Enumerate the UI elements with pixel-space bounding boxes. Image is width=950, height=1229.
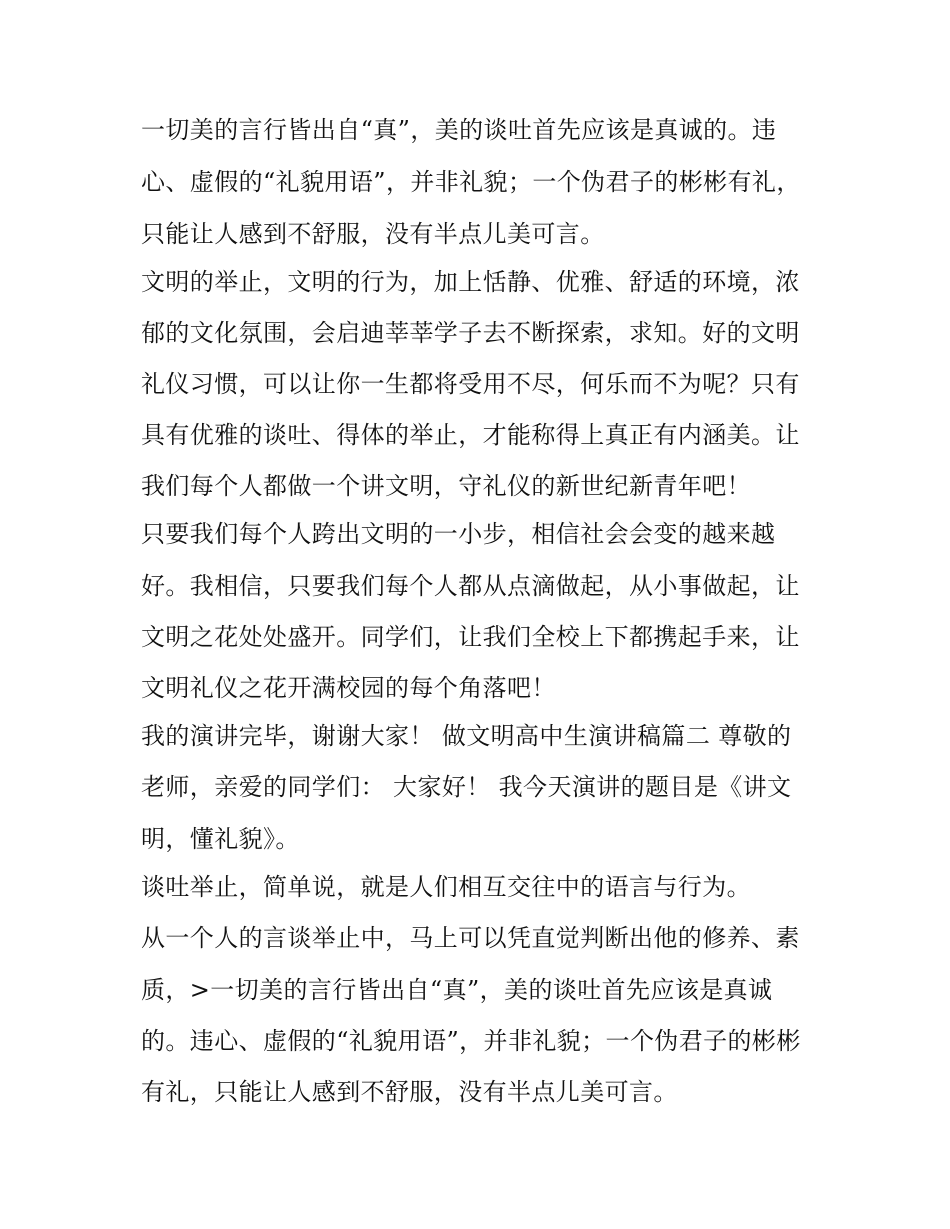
text-line: 只要我们每个人跨出文明的一小步，相信社会会变的越来越 <box>141 520 776 548</box>
text-line: 质，>一切美的言行皆出自“真”，美的谈吐首先应该是真诚 <box>141 976 773 1004</box>
text-line: 文明之花处处盛开。同学们，让我们全校上下都携起手来，让 <box>141 623 800 651</box>
text-line: 心、虚假的“礼貌用语”，并非礼貌；一个伪君子的彬彬有礼， <box>141 168 801 196</box>
text-line: 文明礼仪之花开满校园的每个角落吧！ <box>141 674 556 702</box>
text-line: 从一个人的言谈举止中，马上可以凭直觉判断出他的修养、素 <box>141 924 800 952</box>
text-line: 谈吐举止，简单说，就是人们相互交往中的语言与行为。 <box>141 873 751 901</box>
text-line: 只能让人感到不舒服，没有半点儿美可言。 <box>141 220 605 248</box>
text-line: 的。违心、虚假的“礼貌用语”，并非礼貌；一个伪君子的彬彬 <box>141 1027 801 1055</box>
text-line: 我们每个人都做一个讲文明，守礼仪的新世纪新青年吧！ <box>141 472 751 500</box>
text-line: 礼仪习惯，可以让你一生都将受用不尽，何乐而不为呢？只有 <box>141 370 800 398</box>
text-line: 具有优雅的谈吐、得体的举止，才能称得上真正有内涵美。让 <box>141 421 800 449</box>
text-line: 有礼，只能让人感到不舒服，没有半点儿美可言。 <box>141 1078 678 1106</box>
text-line: 文明的举止，文明的行为，加上恬静、优雅、舒适的环境，浓 <box>141 268 800 296</box>
text-line: 老师，亲爱的同学们： 大家好！ 我今天演讲的题目是《讲文 <box>141 773 792 801</box>
text-line: 明，懂礼貌》。 <box>141 825 300 853</box>
text-line: 我的演讲完毕，谢谢大家！ 做文明高中生演讲稿篇二 尊敬的 <box>141 722 792 750</box>
text-line: 郁的文化氛围，会启迪莘莘学子去不断探索，求知。好的文明 <box>141 319 800 347</box>
text-line: 一切美的言行皆出自“真”，美的谈吐首先应该是真诚的。违 <box>141 116 777 144</box>
text-line: 好。我相信，只要我们每个人都从点滴做起，从小事做起，让 <box>141 572 800 600</box>
